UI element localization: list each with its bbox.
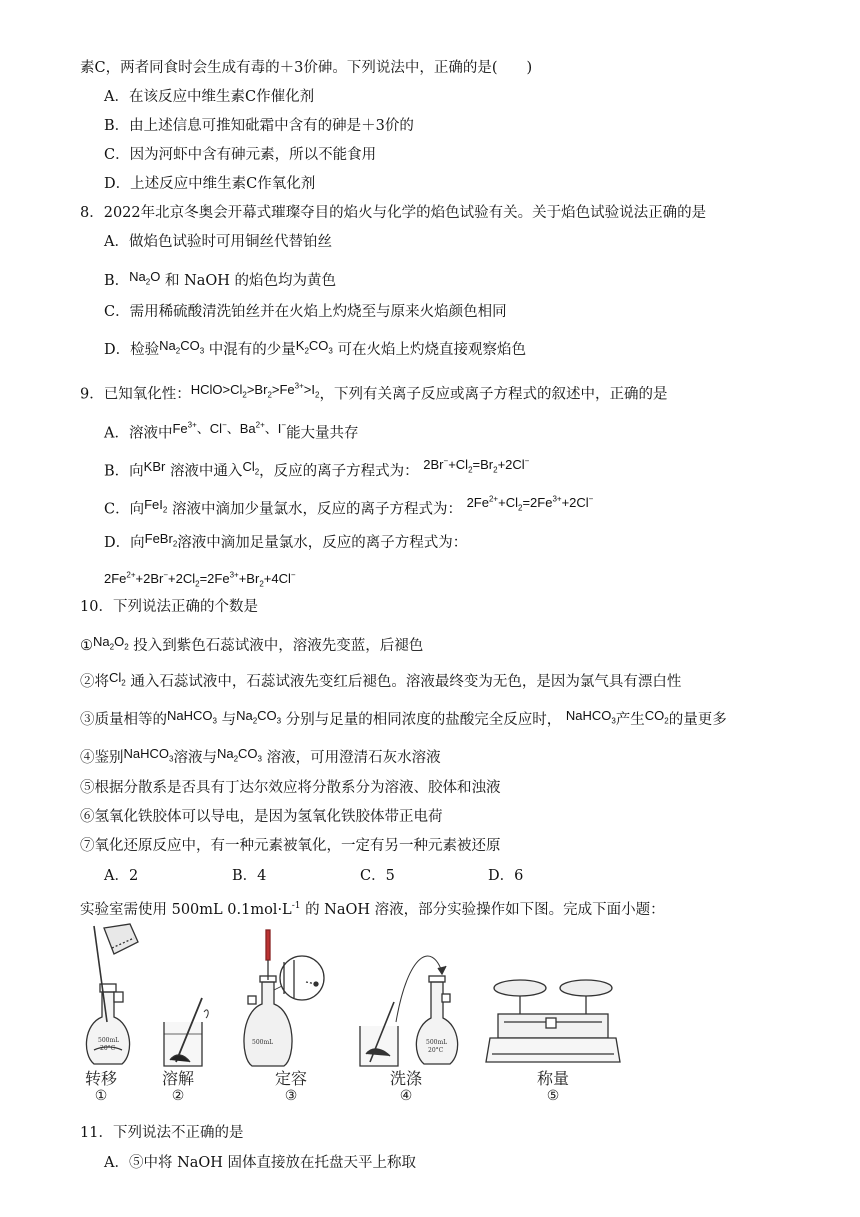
q10-item-1-text: 投入到紫色石蕊试液中，溶液先变蓝，后褪色 [133,638,424,654]
step-label-2: 溶解 [161,1069,194,1088]
q8-option-a: A．做焰色试验时可用铜丝代替铂丝 [104,234,332,250]
q10-choice-c: C．5 [360,868,395,884]
q10-item-6: ⑥氢氧化铁胶体可以导电，是因为氢氧化铁胶体带正电荷 [80,809,443,825]
q9-option-d [104,533,467,559]
formula-ions: $Fe^{3+}$、Cl−、$Ba^{2+}$、I− [172,421,287,437]
lab-intro [80,896,665,920]
step-label-4: 洗涤 [389,1069,422,1088]
step-num-2: ② [171,1088,185,1104]
q10-item-3-mid1: 与 [221,712,237,728]
step-label-5: 称量 [536,1069,569,1088]
q8-option-b [104,271,336,297]
q7-option-c: C．因为河虾中含有砷元素，所以不能食用 [104,147,377,163]
q9-option-d-equation [104,566,296,595]
q9-option-d-mid: 溶液中滴加足量氯水，反应的离子方程式为： [177,535,468,551]
formula-na2o2: $Na_2O_2$ [93,634,129,652]
q8-option-d-mid: 中混有的少量 [208,342,296,358]
q10-item-3-pre: ③质量相等的 [80,712,167,728]
q7-option-b: B．由上述信息可推知砒霜中含有的砷是＋3价的 [104,118,414,134]
flask-temp-text-1: 20°C [100,1045,116,1052]
balance-illustration [486,980,620,1062]
formula-febr2: FeBr$_2$ [144,531,178,549]
flask-volume-text-1: 500mL [98,1037,120,1044]
q10-item-4-text: 溶液，可用澄清石灰水溶液 [266,750,441,766]
q8-option-c: C．需用稀硫酸清洗铂丝并在火焰上灼烧至与原来火焰颜色相同 [104,304,507,320]
formula-co2: $CO_2$ [644,708,669,726]
formula-cl2-b: $Cl_2$ [109,670,126,688]
volume-fixing-illustration [244,930,324,1066]
q10-item-3 [80,710,727,736]
formula-nahco3: NaHCO$_3$ [167,708,217,726]
formula-na2o: $Na_2O$ [129,269,161,287]
formula-kbr: KBr [143,459,166,475]
formula-na2co3-b: $Na_2CO_3$ [236,708,282,726]
q7-stem: 素C，两者同食时会生成有毒的＋3价砷。下列说法中，正确的是( ) [80,60,533,76]
q9-option-a [104,420,359,443]
q9-option-d-label: D．向 [104,535,145,551]
step-num-5: ⑤ [546,1088,560,1104]
flask-temp-text-2: 20°C [428,1047,444,1054]
lab-steps-figure [80,922,640,1087]
formula-nahco3-b: NaHCO$_3$ [565,708,616,726]
wash-illustration [360,956,458,1066]
dissolve-illustration [164,998,208,1066]
equation-d: $2Fe^{2+}+2Br^-+2Cl_2=2Fe^{3+}+Br_2+4Cl^-$ [104,571,296,589]
q9-option-b [104,458,529,487]
step-num-3: ③ [284,1088,298,1104]
lab-intro-post: 的 NaOH 溶液，部分实验操作如下图。完成下面小题： [300,901,665,918]
q10-item-2-pre: ②将 [80,674,109,690]
formula-cl2: $Cl_2$ [242,459,260,477]
q10-stem: 10．下列说法正确的个数是 [80,599,258,615]
formula-na2co3: $Na_2CO_3$ [159,338,205,356]
q9-stem-pre: 9．已知氧化性： [80,386,191,403]
q11-stem: 11．下列说法不正确的是 [80,1125,244,1141]
q10-choice-b: B．4 [232,868,267,884]
q10-item-3-text: 的量更多 [668,712,727,728]
transfer-illustration [86,924,138,1064]
q9-option-c [104,496,593,525]
step-label-3: 定容 [274,1069,307,1088]
circled-1: ① [80,638,93,654]
formula-nahco3-c: NaHCO$_3$ [123,746,174,764]
q7-option-d: D．上述反应中维生素C作氧化剂 [104,176,316,192]
q10-item-2-text: 通入石蕊试液中，石蕊试液先变红后褪色。溶液最终变为无色，是因为氯气具有漂白性 [130,674,682,690]
formula-oxidizing-order: $HClO>Cl_2>Br_2>Fe^{3+}>I_2$ [190,382,320,400]
q10-item-3-mid2: 分别与足量的相同浓度的盐酸完全反应时， [285,712,562,728]
lab-intro-sup: -1 [291,901,301,911]
q9-option-a-label: A．溶液中 [104,425,173,442]
step-label-1: 转移 [84,1069,117,1088]
equation-b: $2Br^-+Cl_2=Br_2+2Cl^-$ [423,457,530,475]
q8-option-b-label: B． [104,273,130,289]
q10-item-3-mid3: 产生 [615,712,645,728]
q10-choice-d: D．6 [488,868,524,884]
formula-na2co3-c: $Na_2CO_3$ [216,746,262,764]
q9-option-c-mid: 溶液中滴加少量氯水，反应的离子方程式为： [171,501,462,518]
q10-choice-a: A．2 [104,868,139,884]
equation-c: $2Fe^{2+}+Cl_2=2Fe^{3+}+2Cl^-$ [466,495,594,513]
q10-item-2 [80,672,681,698]
q10-choices [104,866,616,886]
svg-text:500mL: 500mL [252,1039,274,1046]
q8-option-d-label: D．检验 [104,342,160,358]
q10-item-5: ⑤根据分散系是否具有丁达尔效应将分散系分为溶液、胶体和浊液 [80,780,501,796]
step-num-4: ④ [399,1088,413,1104]
q7-option-a: A．在该反应中维生素C作催化剂 [104,89,315,105]
flask-volume-text-2: 500mL [426,1039,448,1046]
q10-item-4 [80,748,441,774]
formula-k2co3: $K_2CO_3$ [295,338,333,356]
q9-option-a-text: 能大量共存 [286,425,359,442]
q8-stem: 8．2022年北京冬奥会开幕式璀璨夺目的焰火与化学的焰色试验有关。关于焰色试验说法正确的是 [80,205,707,221]
q9-option-b-mid2: ，反应的离子方程式为： [259,463,419,480]
formula-fei2: FeI$_2$ [144,497,168,515]
q9-stem [80,381,667,410]
q8-option-d [104,340,526,366]
q10-item-4-pre: ④鉴别 [80,750,124,766]
q9-option-b-mid: 溶液中通入 [169,463,243,480]
q9-stem-post: ，下列有关离子反应或离子方程式的叙述中，正确的是 [319,386,668,403]
q10-item-4-mid: 溶液与 [173,750,217,766]
q9-option-b-label: B．向 [104,463,144,480]
q11-option-a: A．⑤中将 NaOH 固体直接放在托盘天平上称取 [104,1155,417,1171]
q8-option-d-text: 可在火焰上灼烧直接观察焰色 [337,342,526,358]
q9-option-c-label: C．向 [104,501,145,518]
lab-intro-pre: 实验室需使用 500mL 0.1mol·L [80,901,292,918]
step-num-1: ① [94,1088,108,1104]
q8-option-b-text: 和 NaOH 的焰色均为黄色 [164,273,337,289]
q10-item-7: ⑦氧化还原反应中，有一种元素被氧化，一定有另一种元素被还原 [80,838,501,854]
q10-item-1 [80,636,423,662]
